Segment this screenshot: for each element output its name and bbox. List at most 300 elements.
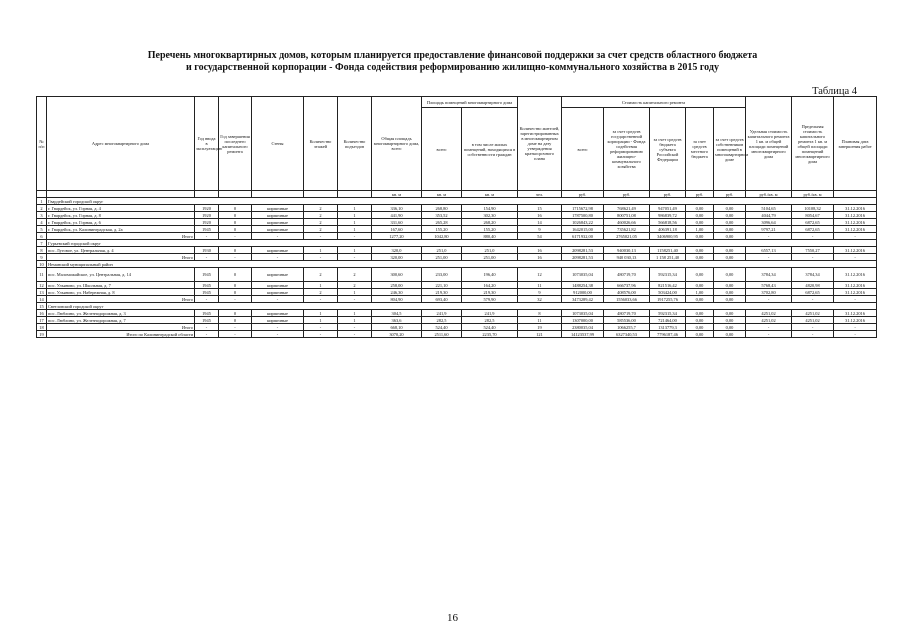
table-cell: кирпичные xyxy=(252,219,304,226)
table-cell: 524,40 xyxy=(462,324,518,331)
section-row xyxy=(37,303,877,310)
table-cell: 1313779,3 xyxy=(650,324,686,331)
table-cell: 1,00 xyxy=(686,289,714,296)
col-header-area-all: всего xyxy=(422,108,462,191)
table-cell: 12 xyxy=(518,268,562,282)
table-cell: 4251,02 xyxy=(792,310,834,317)
table-cell: - xyxy=(252,254,304,261)
table-cell: 353,52 xyxy=(422,212,462,219)
table-body xyxy=(37,198,877,338)
table-cell: 480719,70 xyxy=(604,268,650,282)
table-cell: 1642015,00 xyxy=(562,226,604,233)
total-row xyxy=(37,233,877,240)
table-cell: 31.12.2016 xyxy=(834,226,877,233)
table-cell: 768621,49 xyxy=(604,205,650,212)
table-cell: 5768,43 xyxy=(746,282,792,289)
table-cell: 408576,00 xyxy=(604,289,650,296)
table-cell: 0,00 xyxy=(714,247,746,254)
table-cell: 5104,65 xyxy=(746,205,792,212)
table-cell: 251,0 xyxy=(422,247,462,254)
table-cell: 331,60 xyxy=(372,219,422,226)
table-cell: 0,00 xyxy=(714,282,746,289)
col-header-cost-owners: за счет средств собственников помещений в многоквартирном доме xyxy=(714,108,746,191)
table-cell: 1 xyxy=(304,282,338,289)
total-row xyxy=(37,324,877,331)
table-cell: 0,00 xyxy=(686,331,714,338)
table-cell: 3784,34 xyxy=(792,268,834,282)
table-cell: 1 xyxy=(304,310,338,317)
table-cell: кирпичные xyxy=(252,289,304,296)
table-cell: 6171932,00 xyxy=(562,233,604,240)
table-cell: 336,10 xyxy=(372,205,422,212)
row-number: 6 xyxy=(37,233,47,240)
table-cell: 406391,18 xyxy=(650,226,686,233)
table-cell: 164,20 xyxy=(462,282,518,289)
table-cell: 592315,34 xyxy=(650,268,686,282)
col-header-area-total: Общая площадь многоквартирного дома, всего xyxy=(372,97,422,191)
table-cell: 258,00 xyxy=(372,282,422,289)
table-cell: 11 xyxy=(518,282,562,289)
table-cell: 31.12.2016 xyxy=(834,282,877,289)
unit-cell xyxy=(834,191,877,198)
table-cell: 6872,65 xyxy=(792,226,834,233)
table-cell: 0,00 xyxy=(714,233,746,240)
table-cell: 4044,79 xyxy=(746,212,792,219)
table-cell: 947051,49 xyxy=(650,205,686,212)
page-number: 16 xyxy=(447,612,458,624)
table-cell: 6557,13 xyxy=(746,247,792,254)
table-cell: 0 xyxy=(219,310,252,317)
address-cell: Итого xyxy=(47,296,195,303)
table-cell: - xyxy=(219,296,252,303)
address-cell: г. Гвардейск, ул. Горная, д. 4 xyxy=(47,205,195,212)
table-cell: 31.12.2016 xyxy=(834,317,877,324)
table-cell: 10108,32 xyxy=(792,205,834,212)
table-cell: 1920 xyxy=(195,212,219,219)
table-cell: 7550,27 xyxy=(792,247,834,254)
table-cell: 0,00 xyxy=(714,212,746,219)
table-cell: 0,00 xyxy=(714,331,746,338)
table-cell: - xyxy=(338,233,372,240)
row-number: 17 xyxy=(37,317,47,324)
row-number: 18 xyxy=(37,324,47,331)
col-header-completion: Плановая дата завершения работ xyxy=(834,97,877,191)
table-cell: - xyxy=(219,233,252,240)
table-cell: 1488254,38 xyxy=(562,282,604,289)
table-cell: - xyxy=(252,233,304,240)
table-cell: 251,00 xyxy=(422,254,462,261)
table-cell: - xyxy=(834,296,877,303)
table-cell: 221,10 xyxy=(422,282,462,289)
table-cell: 363,6 xyxy=(372,317,422,324)
table-cell: 0 xyxy=(219,219,252,226)
address-cell: Итого xyxy=(47,233,195,240)
table-cell: 480719,70 xyxy=(604,310,650,317)
table-cell: 251,0 xyxy=(462,247,518,254)
table-cell: 1 xyxy=(304,317,338,324)
unit-cell: руб./кв. м xyxy=(792,191,834,198)
table-cell: кирпичные xyxy=(252,226,304,233)
table-cell: 6872,65 xyxy=(792,219,834,226)
section-title: Неманский муниципальный район xyxy=(47,261,877,268)
table-cell: 1 xyxy=(338,226,372,233)
total-row xyxy=(37,331,877,338)
table-cell: 735621,82 xyxy=(604,226,650,233)
section-row xyxy=(37,240,877,247)
table-cell: - xyxy=(252,331,304,338)
table-cell: 2235,70 xyxy=(462,331,518,338)
address-cell: г. Гвардейск, ул. Калининградская, д. 2а xyxy=(47,226,195,233)
table-cell: 0,00 xyxy=(714,324,746,331)
table-label: Таблица 4 xyxy=(812,86,857,97)
table-cell: 524,40 xyxy=(422,324,462,331)
table-cell: 265,28 xyxy=(422,219,462,226)
table-cell: - xyxy=(195,296,219,303)
table-cell: - xyxy=(252,324,304,331)
table-cell: 666737,96 xyxy=(604,282,650,289)
table-cell: 31.12.2016 xyxy=(834,212,877,219)
section-row xyxy=(37,198,877,205)
table-cell: 320,00 xyxy=(372,254,422,261)
total-row xyxy=(37,254,877,261)
table-cell: - xyxy=(746,324,792,331)
table-cell: - xyxy=(304,331,338,338)
table-cell: 693,40 xyxy=(422,296,462,303)
unit-cell xyxy=(252,191,304,198)
address-cell: г. Гвардейск, ул. Горная, д. 8 xyxy=(47,212,195,219)
table-cell: 2 xyxy=(304,212,338,219)
address-cell: пос. Луговое, ул. Центральная, д. 4 xyxy=(47,247,195,254)
table-cell: - xyxy=(304,296,338,303)
table-row xyxy=(37,268,877,282)
col-header-unit-cost: Удельная стоимость капитального ремонта 1 кв. м общей площади помещений многоквартирного дома xyxy=(746,97,792,191)
table-cell: 1 xyxy=(338,212,372,219)
unit-cell: руб. xyxy=(714,191,746,198)
table-cell: - xyxy=(834,331,877,338)
total-row xyxy=(37,296,877,303)
table-cell: 1917255,76 xyxy=(650,296,686,303)
table-cell: - xyxy=(792,331,834,338)
unit-cell: руб. xyxy=(604,191,650,198)
address-cell: пос. Маломожайское, ул. Центральная, д. 14 xyxy=(47,268,195,282)
table-cell: 1945 xyxy=(195,282,219,289)
table-cell: 1 158 251,40 xyxy=(650,254,686,261)
table-cell: 0,00 xyxy=(686,268,714,282)
address-cell: Итого xyxy=(47,254,195,261)
unit-cell xyxy=(37,191,47,198)
table-cell: 196,40 xyxy=(462,268,518,282)
table-cell: 246,30 xyxy=(372,289,422,296)
unit-cell xyxy=(338,191,372,198)
table-cell: 0,00 xyxy=(686,310,714,317)
table-cell: 1026843,22 xyxy=(562,219,604,226)
table-cell: 2 xyxy=(304,226,338,233)
table-row xyxy=(37,282,877,289)
table-cell: - xyxy=(252,296,304,303)
table-cell: 1 xyxy=(338,317,372,324)
table-cell: 1 xyxy=(338,310,372,317)
table-cell: 1 xyxy=(338,205,372,212)
unit-cell: руб. xyxy=(650,191,686,198)
row-number: 19 xyxy=(37,331,47,338)
table-cell: 0,00 xyxy=(714,205,746,212)
table-cell: 1042,80 xyxy=(422,233,462,240)
table-cell: 6872,65 xyxy=(792,289,834,296)
table-cell: 16 xyxy=(518,254,562,261)
table-cell: - xyxy=(746,296,792,303)
unit-cell xyxy=(47,191,195,198)
table-cell: 0,00 xyxy=(714,317,746,324)
table-cell: 800751,08 xyxy=(604,212,650,219)
col-header-area-group: Площадь помещений многоквартирного дома xyxy=(422,97,518,108)
table-cell: 592315,34 xyxy=(650,310,686,317)
table-cell: 3473289,42 xyxy=(562,296,604,303)
table-cell: 268,80 xyxy=(422,205,462,212)
table-cell: 31.12.2016 xyxy=(834,289,877,296)
table-cell: 0 xyxy=(219,247,252,254)
table-cell: 241,9 xyxy=(462,310,518,317)
table-cell: 986839,72 xyxy=(650,212,686,219)
table-cell: - xyxy=(304,233,338,240)
table-cell: 1277,20 xyxy=(372,233,422,240)
table-cell: - xyxy=(746,331,792,338)
table-cell: 579,90 xyxy=(462,296,518,303)
table-cell: 0,00 xyxy=(686,205,714,212)
table-cell: 1066255,7 xyxy=(604,324,650,331)
table-cell: 804,90 xyxy=(372,296,422,303)
col-header-no: № п/п xyxy=(37,97,47,191)
table-cell: 912000,00 xyxy=(562,289,604,296)
address-cell: пос. Ульяново, ул. Школьная, д. 7 xyxy=(47,282,195,289)
table-cell: - xyxy=(792,233,834,240)
table-cell: 19 xyxy=(518,324,562,331)
table-cell: 0,00 xyxy=(686,296,714,303)
table-cell: 1920 xyxy=(195,205,219,212)
table-cell: 0,00 xyxy=(686,324,714,331)
unit-cell: кв. м xyxy=(462,191,518,198)
table-cell: 302,30 xyxy=(462,212,518,219)
table-cell: 241,9 xyxy=(422,310,462,317)
table-row xyxy=(37,310,877,317)
section-title: Гурьевский городской округ xyxy=(47,240,877,247)
col-header-cost-fund: за счет средств государственной корпорации - Фонда содействия реформированию жилищно-коммунального хозяйства xyxy=(604,108,650,191)
table-cell: 821516,42 xyxy=(650,282,686,289)
table-cell: 0,00 xyxy=(686,282,714,289)
table-cell: 2 xyxy=(304,289,338,296)
table-cell: 1930 xyxy=(195,247,219,254)
address-cell: пос. Ульяново, ул. Набережная, д. 8 xyxy=(47,289,195,296)
table-cell: кирпичные xyxy=(252,282,304,289)
address-cell: Итого xyxy=(47,324,195,331)
table-cell: 14123537,99 xyxy=(562,331,604,338)
table-cell: 1073035,04 xyxy=(562,268,604,282)
row-number: 10 xyxy=(37,261,47,268)
table-cell: 9 xyxy=(518,226,562,233)
table-cell: - xyxy=(834,233,877,240)
table-cell: 460026,66 xyxy=(604,219,650,226)
table-cell: 4251,02 xyxy=(746,317,792,324)
table-cell: 31.12.2016 xyxy=(834,219,877,226)
table-cell: 4251,02 xyxy=(746,310,792,317)
table-cell: 300,60 xyxy=(372,268,422,282)
table-cell: 1073035,04 xyxy=(562,310,604,317)
table-cell: 154,90 xyxy=(462,205,518,212)
row-number: 2 xyxy=(37,205,47,212)
table-cell: 2765021,05 xyxy=(604,233,650,240)
col-header-walls: Стены xyxy=(252,97,304,191)
table-cell: 54 xyxy=(518,233,562,240)
table-row xyxy=(37,289,877,296)
row-number: 7 xyxy=(37,240,47,247)
table-cell: 233,00 xyxy=(422,268,462,282)
col-header-area-owned: в том числе жилых помещений, находящихся в собственности граждан xyxy=(462,108,518,191)
table-cell: кирпичные xyxy=(252,317,304,324)
row-number: 16 xyxy=(37,310,47,317)
table-cell: 4251,02 xyxy=(792,317,834,324)
table-cell: 16 xyxy=(518,212,562,219)
table-cell: 16 xyxy=(518,247,562,254)
table-cell: кирпичные xyxy=(252,205,304,212)
table-cell: 0 xyxy=(219,282,252,289)
unit-cell xyxy=(304,191,338,198)
table-cell: 31.12.2016 xyxy=(834,205,877,212)
table-cell: 2511,60 xyxy=(422,331,462,338)
row-number: 15 xyxy=(37,303,47,310)
table-cell: - xyxy=(792,296,834,303)
table-cell: кирпичные xyxy=(252,247,304,254)
table-cell: 0,00 xyxy=(714,219,746,226)
row-number: 14 xyxy=(37,296,47,303)
unit-cell: чел. xyxy=(518,191,562,198)
table-cell: 0,00 xyxy=(686,247,714,254)
section-title: Светловский городской округ xyxy=(47,303,877,310)
table-cell: - xyxy=(338,324,372,331)
table-cell: 155,20 xyxy=(462,226,518,233)
table-cell: - xyxy=(195,324,219,331)
section-row xyxy=(37,261,877,268)
table-cell: 940 030,13 xyxy=(604,254,650,261)
table-cell: 1945 xyxy=(195,226,219,233)
address-cell: Итого по Калининградской области xyxy=(47,331,195,338)
col-header-year-built: Год ввода в эксплуатацию xyxy=(195,97,219,191)
table-cell: 0 xyxy=(219,289,252,296)
table-cell: кирпичные xyxy=(252,268,304,282)
title-line-1: Перечень многоквартирных домов, которым планируется предоставление финансовой поддержки за счет средств областного бюджета xyxy=(147,50,758,61)
table-cell: 31.12.2016 xyxy=(834,247,877,254)
row-number: 1 xyxy=(37,198,47,205)
table-cell: 0 xyxy=(219,226,252,233)
table-cell: 1945 xyxy=(195,310,219,317)
row-number: 9 xyxy=(37,254,47,261)
table-cell: 0 xyxy=(219,268,252,282)
table-cell: 9797,21 xyxy=(746,226,792,233)
units-row xyxy=(37,191,877,198)
table-row xyxy=(37,226,877,233)
col-header-cost-local: за счет средств местного бюджета xyxy=(686,108,714,191)
table-cell: - xyxy=(792,254,834,261)
table-row xyxy=(37,317,877,324)
table-row xyxy=(37,247,877,254)
table-cell: - xyxy=(195,233,219,240)
col-header-year-repair: Год завершения последнего капитального ремонта xyxy=(219,97,252,191)
table-cell: 3096,64 xyxy=(746,219,792,226)
table-cell: 31.12.2016 xyxy=(834,310,877,317)
col-header-limit-cost: Предельная стоимость капитального ремонта 1 кв. м общей площади помещений многоквартирного дома xyxy=(792,97,834,191)
table-cell: 320,0 xyxy=(372,247,422,254)
table-cell: 1945 xyxy=(195,317,219,324)
table-cell: - xyxy=(746,254,792,261)
col-header-cost-all: всего xyxy=(562,108,604,191)
table-cell: 251,00 xyxy=(462,254,518,261)
unit-cell xyxy=(219,191,252,198)
table-cell: - xyxy=(304,254,338,261)
table-cell: 880,40 xyxy=(462,233,518,240)
table-cell: 1787500,80 xyxy=(562,212,604,219)
col-header-cost-subject: за счет средств бюджета субъекта Российской Федерации xyxy=(650,108,686,191)
row-number: 11 xyxy=(37,268,47,282)
table-cell: 1,00 xyxy=(686,226,714,233)
table-cell: 0,00 xyxy=(714,310,746,317)
table-cell: 0 xyxy=(219,317,252,324)
title-line-2: и государственной корпорации - Фонда содействия реформированию жилищно-коммунального хозяйства в 2015 году xyxy=(186,62,719,73)
table-cell: 6327340,53 xyxy=(604,331,650,338)
table-cell: 1 xyxy=(338,247,372,254)
table-cell: - xyxy=(746,233,792,240)
table-cell: - xyxy=(195,254,219,261)
table-cell: 0,00 xyxy=(686,254,714,261)
table-cell: 3702,80 xyxy=(746,289,792,296)
table-cell: - xyxy=(219,331,252,338)
unit-cell: кв. м xyxy=(422,191,462,198)
table-cell: 503424,00 xyxy=(650,289,686,296)
table-cell: - xyxy=(338,331,372,338)
table-cell: 3406900,95 xyxy=(650,233,686,240)
unit-cell xyxy=(195,191,219,198)
document-title xyxy=(80,50,825,74)
table-cell: 31.12.2016 xyxy=(834,268,877,282)
table-cell: - xyxy=(338,296,372,303)
table-cell: 0,00 xyxy=(714,226,746,233)
table-cell: 2 xyxy=(304,268,338,282)
unit-cell: руб. xyxy=(686,191,714,198)
table-cell: 940030,13 xyxy=(604,247,650,254)
table-cell: 167,60 xyxy=(372,226,422,233)
unit-cell: руб. xyxy=(562,191,604,198)
section-title: Гвардейский городской округ xyxy=(47,198,877,205)
row-number: 5 xyxy=(37,226,47,233)
table-cell: - xyxy=(792,324,834,331)
col-header-floors: Количество этажей xyxy=(304,97,338,191)
table-cell: 4820,98 xyxy=(792,282,834,289)
col-header-residents: Количество жителей, зарегистрированных в многоквартирном доме на дату утверждения краткосрочного плана xyxy=(518,97,562,191)
table-cell: 2098281,53 xyxy=(562,254,604,261)
table-cell: 1 xyxy=(338,289,372,296)
table-cell: - xyxy=(219,254,252,261)
table-cell: 0,00 xyxy=(686,212,714,219)
table-cell: - xyxy=(219,324,252,331)
table-cell: кирпичные xyxy=(252,212,304,219)
table-cell: 2 xyxy=(338,282,372,289)
table-cell: 1715672,98 xyxy=(562,205,604,212)
table-cell: 441,90 xyxy=(372,212,422,219)
table-row xyxy=(37,205,877,212)
table-cell: 0,00 xyxy=(714,268,746,282)
table-cell: - xyxy=(834,254,877,261)
table-cell: 2 xyxy=(338,268,372,282)
table-cell: 15 xyxy=(518,205,562,212)
table-cell: кирпичные xyxy=(252,310,304,317)
table-cell: 566818,56 xyxy=(650,219,686,226)
